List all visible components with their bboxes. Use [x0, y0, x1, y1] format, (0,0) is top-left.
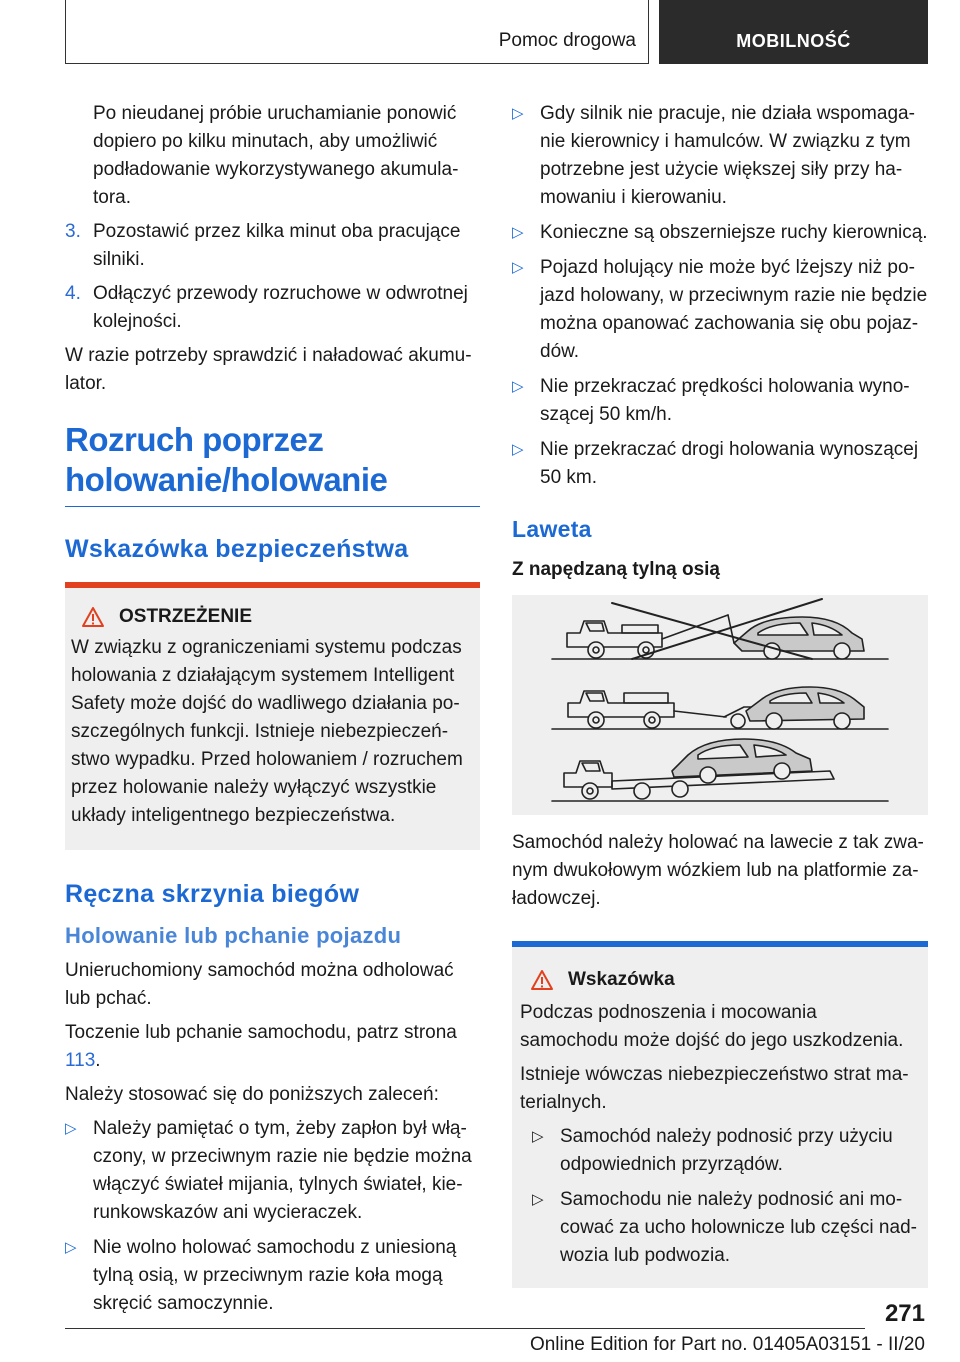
triangle-right-icon: ▷: [65, 1120, 77, 1137]
list-item: [512, 254, 928, 366]
header-section-tab[interactable]: [65, 0, 649, 64]
list-item: [65, 1234, 480, 1318]
towing-methods-image: [512, 595, 928, 815]
right-column: [512, 100, 928, 1288]
list-item-text: Nie przekraczać drogi holowania wynoszącej 50 km.: [540, 439, 919, 488]
triangle-right-icon: ▷: [512, 224, 524, 241]
step-number: 3.: [65, 221, 81, 242]
towing-illustration: [512, 595, 928, 815]
triangle-right-icon: ▷: [512, 378, 524, 395]
ref-text: Toczenie lub pchanie samochodu, patrz strona: [65, 1022, 457, 1043]
step-text: Odłączyć przewody rozruchowe w odwrotnej kolejności.: [93, 283, 468, 332]
footer-rule: [65, 1328, 865, 1329]
ref-suffix: .: [95, 1050, 101, 1071]
notice-list-text: Samochód należy podnosić przy użyciu odpowiednich przyrządów.: [560, 1126, 893, 1175]
towing-paragraph-3: Należy stosować się do poniższych zaleceń:: [65, 1084, 439, 1105]
list-item: [65, 1115, 480, 1227]
warning-box: [65, 582, 480, 850]
list-item: [512, 100, 928, 212]
step-item: [65, 280, 480, 336]
warning-title-text: OSTRZEŻENIE: [119, 606, 253, 627]
triangle-right-icon: ▷: [512, 105, 524, 122]
notice-title-text: Wskazówka: [568, 969, 675, 990]
notice-list-item: [520, 1123, 918, 1179]
step-number: 4.: [65, 283, 81, 304]
notice-title: [520, 969, 918, 991]
notice-list-item: [520, 1186, 918, 1270]
main-heading: Rozruch poprzez holowanie/holowanie: [65, 420, 480, 507]
list-item-text: Nie wolno holować samochodu z uniesioną tylną osią, w przeciwnym razie koła mogą skręcić samoczynnie.: [93, 1237, 457, 1314]
manual-gearbox-heading: Ręczna skrzynia biegów: [65, 880, 360, 908]
triangle-right-icon: ▷: [532, 1128, 544, 1145]
page-reference-link[interactable]: 113: [65, 1050, 96, 1071]
triangle-right-icon: ▷: [512, 441, 524, 458]
header-chapter-tab[interactable]: [659, 0, 928, 64]
page-number: 271: [884, 1300, 925, 1327]
list-item: [512, 219, 928, 247]
notice-text-1: Podczas podnoszenia i mocowania samochodu może dojść do jego uszkodzenia.: [520, 1002, 904, 1051]
warning-text: W związku z ograniczeniami systemu podczas holowania z działającym systemem Intelligent Safety może dojść do wadliwego działania po‐szczególnych funkcji. Istnieje niebezpieczeń‐stwo wypadku. Przed holowaniem / rozruchem przez holowanie należy wyłączyć wszystkie układy inteligentnego bezpieczeństwa.: [71, 637, 463, 826]
list-item-text: Nie przekraczać prędkości holowania wyno‐szącej 50 km/h.: [540, 376, 910, 425]
check-battery-paragraph: W razie potrzeby sprawdzić i naładować akumu‐lator.: [65, 345, 472, 394]
header-chapter-label: MOBILNOŚĆ: [736, 31, 851, 51]
step-item: [65, 218, 480, 274]
list-item-text: Gdy silnik nie pracuje, nie działa wspomaga‐nie kierownicy i hamulców. W związku z tym potrzebne jest użycie większej siły przy ha‐mowaniu i kierowaniu.: [540, 103, 915, 208]
notice-text-2: Istnieje wówczas niebezpieczeństwo strat ma‐terialnych.: [520, 1064, 909, 1113]
edition-text: Online Edition for Part no. 01405A03151 - II/20: [529, 1334, 925, 1355]
notice-box: [512, 941, 928, 1288]
continuation-paragraph: Po nieudanej próbie uruchamianie ponowić dopiero po kilku minutach, aby umożliwić podładowanie wykorzystywanego akumula‐tora.: [93, 103, 459, 208]
safety-heading: Wskazówka bezpieczeństwa: [65, 535, 409, 563]
list-item-text: Konieczne są obszerniejsze ruchy kierownicą.: [540, 222, 928, 243]
towing-paragraph-1: Unieruchomiony samochód można odholować lub pchać.: [65, 960, 454, 1009]
list-item-text: Pojazd holujący nie może być lżejszy niż po‐jazd holowany, w przeciwnym razie nie będzie można opanować zachowania się obu pojaz‐dów.: [540, 257, 928, 362]
towing-paragraph-2: [65, 1019, 480, 1075]
list-item-text: Należy pamiętać o tym, żeby zapłon był włą‐czony, w przeciwnym razie nie będzie można włączyć świateł mijania, tylnych świateł, kie‐runkowskazów ani wycieraczek.: [93, 1118, 472, 1223]
list-item: [512, 436, 928, 492]
laweta-heading: Laweta: [512, 516, 592, 542]
page-header: [65, 0, 928, 64]
triangle-right-icon: ▷: [512, 259, 524, 276]
header-section-label: Pomoc drogowa: [498, 30, 636, 51]
towing-heading: Holowanie lub pchanie pojazdu: [65, 923, 402, 948]
warning-triangle-icon: [81, 606, 105, 628]
notice-list-text: Samochodu nie należy podnosić ani mo‐cować za ucho holownicze lub części nad‐wozia lub podwozia.: [560, 1189, 917, 1266]
triangle-right-icon: ▷: [65, 1239, 77, 1256]
warning-triangle-icon: [530, 969, 554, 991]
laweta-caption: Samochód należy holować na lawecie z tak zwa‐nym dwukołowym wózkiem lub na platformie za‐ładowczej.: [512, 832, 924, 909]
step-text: Pozostawić przez kilka minut oba pracujące silniki.: [93, 221, 461, 270]
triangle-right-icon: ▷: [532, 1191, 544, 1208]
list-item: [512, 373, 928, 429]
rear-axle-heading: Z napędzaną tylną osią: [512, 559, 720, 580]
left-column: [65, 100, 480, 1325]
warning-title: [71, 606, 468, 628]
